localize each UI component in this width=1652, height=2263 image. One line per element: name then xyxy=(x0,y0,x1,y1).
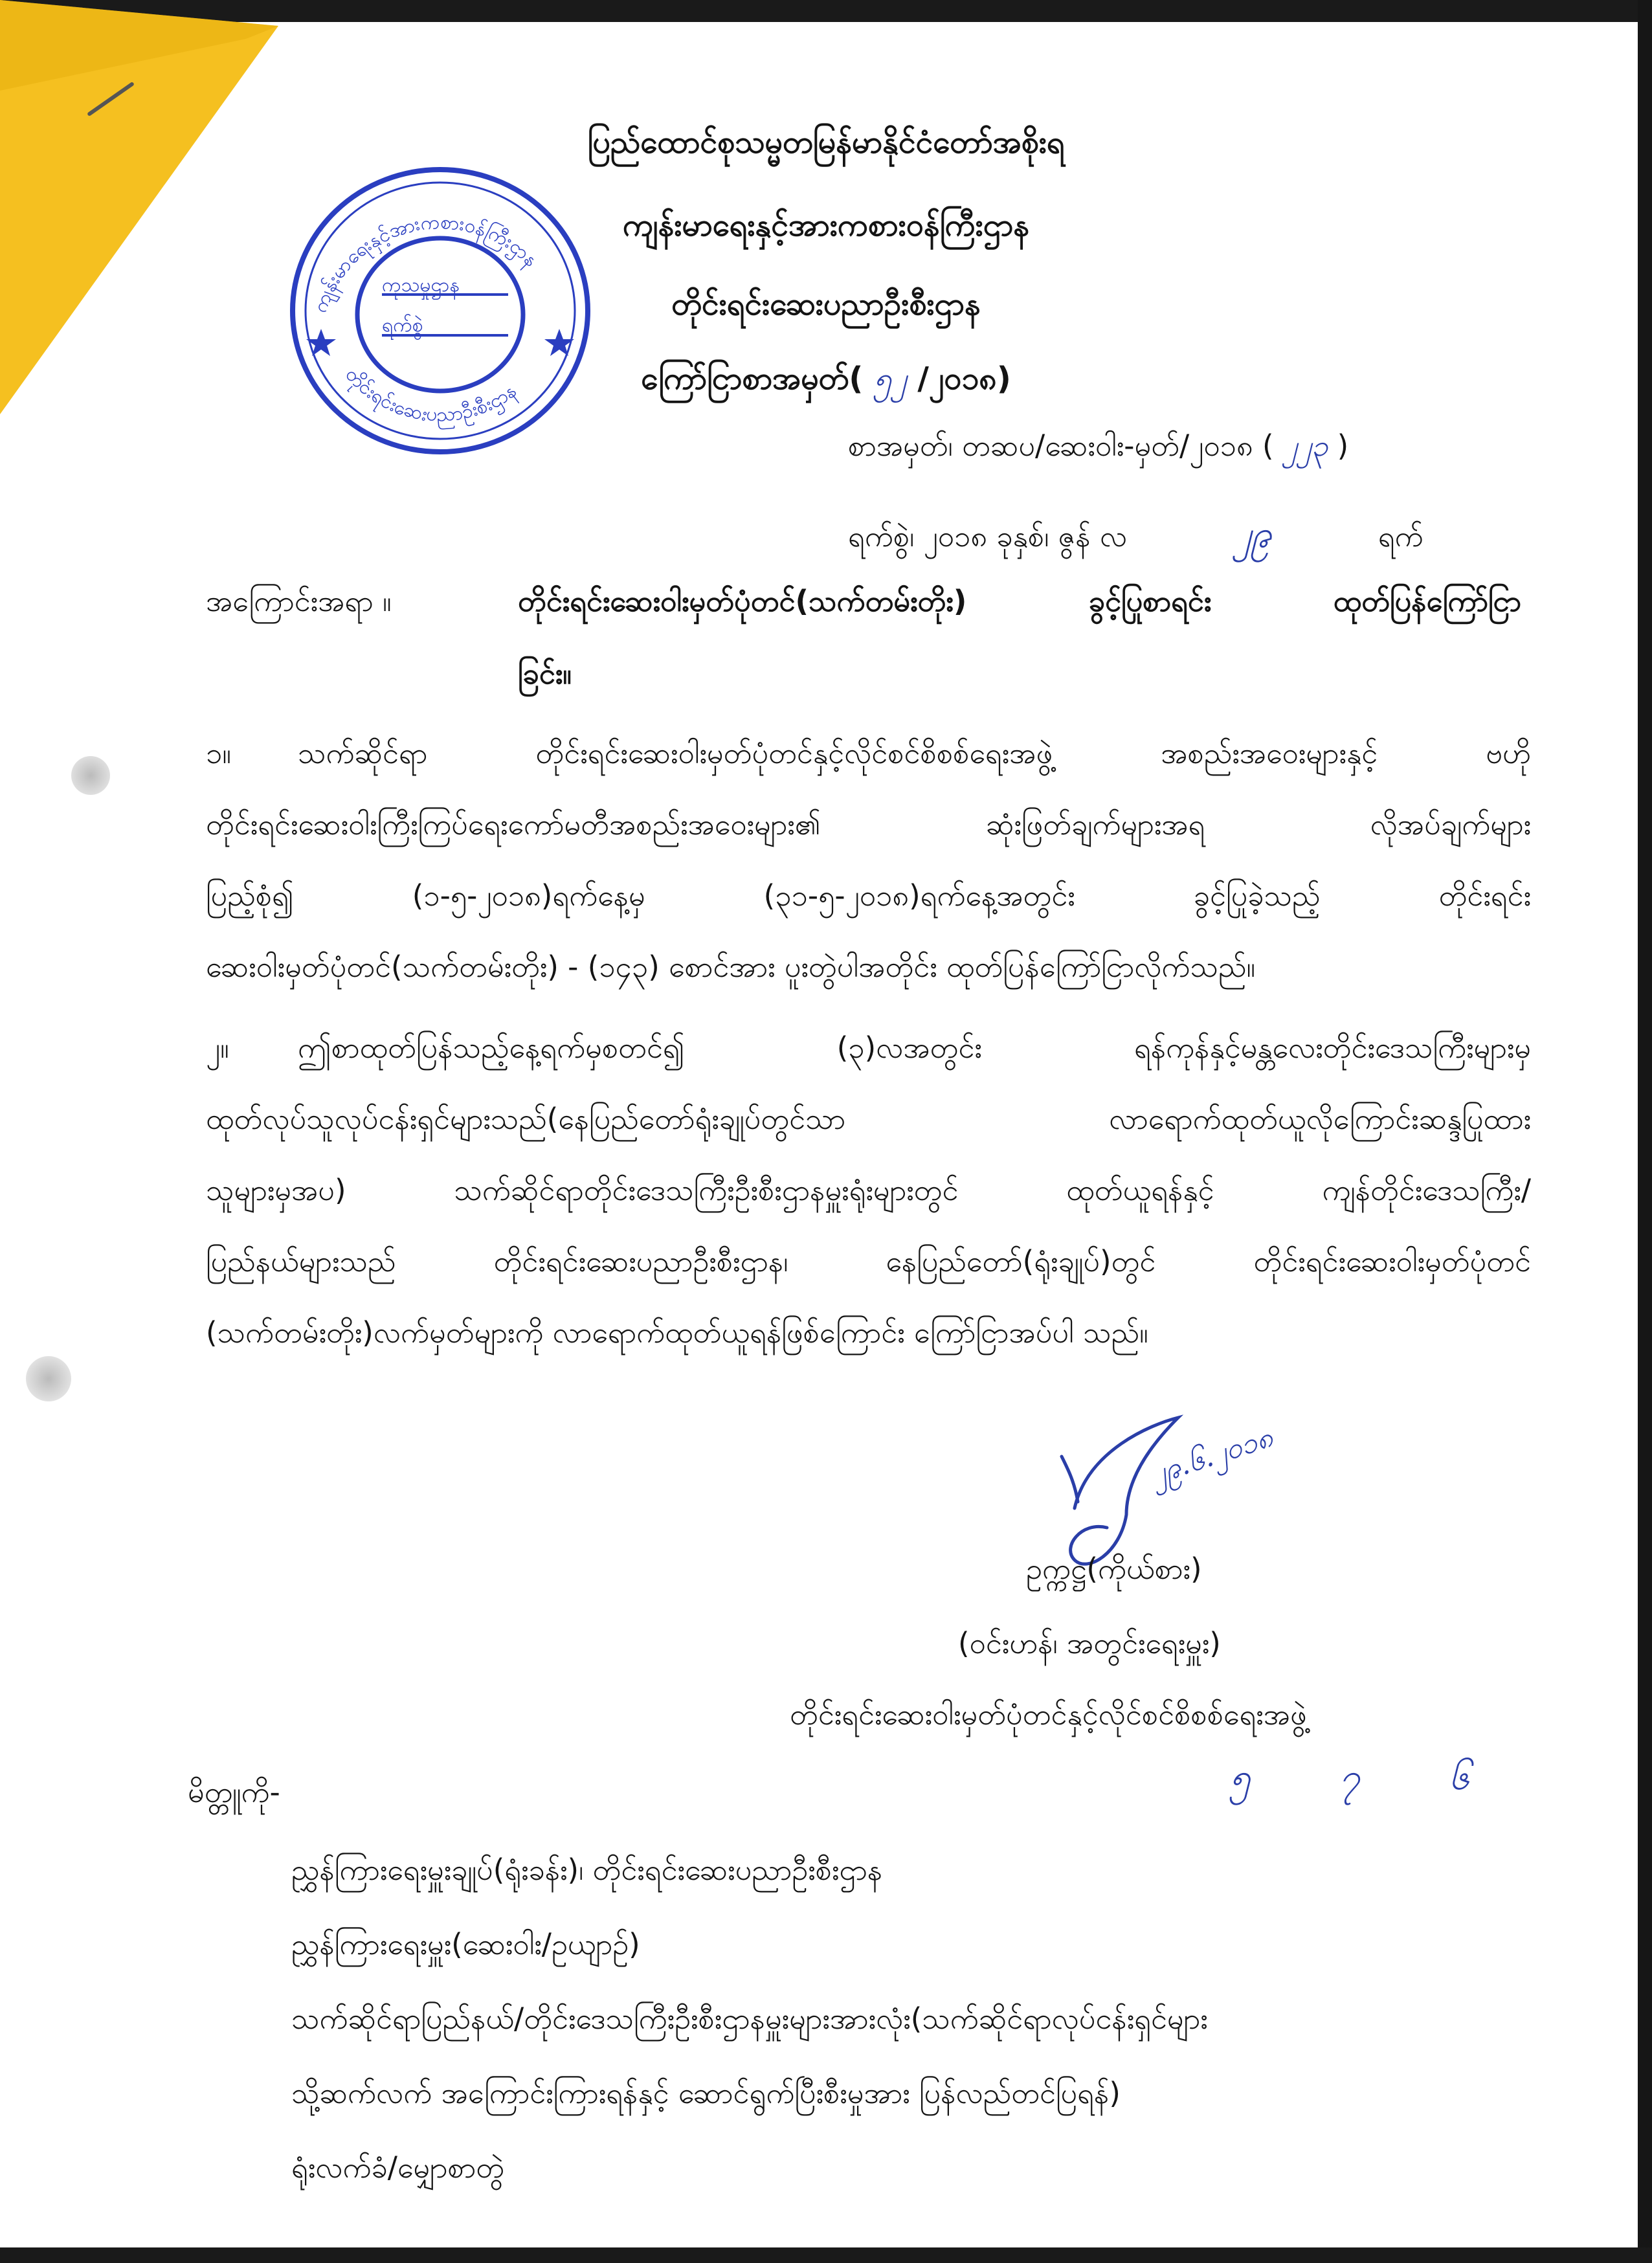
date-suffix: ရက် xyxy=(1378,519,1423,553)
subject-line-1: တိုင်းရင်းဆေးဝါးမှတ်ပုံတင်(သက်တမ်းတိုး) ခွင့်ပြုစာရင်း ထုတ်ပြန်ကြော်ငြာ xyxy=(518,584,1521,618)
paragraph-2-line: ဤစာထုတ်ပြန်သည့်နေ့ရက်မှစတင်၍ (၃)လအတွင်း ရန်ကုန်နှင့်မန္တလေးတိုင်းဒေသကြီးများမှ xyxy=(298,1031,1531,1065)
paragraph-1-line: သက်ဆိုင်ရာ တိုင်းရင်းဆေးဝါးမှတ်ပုံတင်နှင့်လိုင်စင်စိစစ်ရေးအဖွဲ့ အစည်းအဝေးများနှင့် ဗဟို xyxy=(298,736,1531,770)
seal-outer-text: ကျန်းမာရေးနှင့်အားကစားဝန်ကြီးဌာန xyxy=(308,210,542,316)
ministry-title: ကျန်းမာရေးနှင့်အားကစားဝန်ကြီးဌာန xyxy=(622,207,1030,243)
cc-item-continued: သို့ဆက်လက် အကြောင်းကြားရန်နှင့် ဆောင်ရွက်ပြီးစီးမှုအား ပြန်လည်တင်ပြရန်) xyxy=(291,2076,1121,2110)
handwritten-initials: ၅ ၇ ၆ xyxy=(1230,1756,1509,1798)
letter-number xyxy=(848,427,1348,470)
paragraph-2-line: (သက်တမ်းတိုး)လက်မှတ်များကို လာရောက်ထုတ်ယူရန်ဖြစ်ကြောင်း ကြော်ငြာအပ်ပါ သည်။ xyxy=(206,1315,1148,1350)
scan-edge-right xyxy=(1638,0,1652,2263)
signatory-name: ဥက္ကဋ္ဌ(ကိုယ်စား) xyxy=(1026,1552,1202,1586)
letter-number-prefix: စာအမှတ်၊ တဆပ/ဆေးဝါး-မှတ်/၂၀၁၈ ( xyxy=(848,429,1274,463)
paragraph-2-line: သူများမှအပ) သက်ဆိုင်ရာတိုင်းဒေသကြီးဦးစီးဌာနမှူးရုံးများတွင် ထုတ်ယူရန်နှင့် ကျန်တိုင်းဒေသကြီး/ xyxy=(206,1173,1531,1207)
paragraph-2-line: ပြည်နယ်များသည် တိုင်းရင်းဆေးပညာဦးစီးဌာန၊ နေပြည်တော်(ရုံးချုပ်)တွင် တိုင်းရင်းဆေးဝါးမှတ်ပုံတင် xyxy=(206,1244,1531,1278)
announcement-number-handwritten: ၅၂ xyxy=(874,361,907,397)
committee-name: တိုင်းရင်းဆေးဝါးမှတ်ပုံတင်နှင့်လိုင်စင်စိစစ်ရေးအဖွဲ့ xyxy=(790,1697,1307,1732)
scan-edge-bottom xyxy=(0,2247,1652,2263)
punch-hole-mark xyxy=(71,756,110,795)
cc-label: မိတ္တူကို- xyxy=(188,1775,280,1809)
date-handwritten: ၂၉ xyxy=(1233,513,1272,555)
signatory-title: (ဝင်းဟန်၊ အတွင်းရေးမှူး) xyxy=(958,1626,1221,1660)
announcement-prefix: ကြော်ငြာစာအမှတ်( xyxy=(641,361,864,397)
paragraph-1-line: ဆေးဝါးမှတ်ပုံတင်(သက်တမ်းတိုး) - (၁၄၃) စောင်အား ပူးတွဲပါအတိုင်း ထုတ်ပြန်ကြော်ငြာလိုက်သည်။ xyxy=(206,950,1256,984)
cc-item: ညွှန်ကြားရေးမှူးချုပ်(ရုံးခန်း)၊ တိုင်းရင်းဆေးပညာဦးစီးဌာန xyxy=(291,1853,883,1887)
seal-bottom-text: တိုင်းရင်းဆေးပညာဦးစီးဌာန xyxy=(340,363,521,427)
letter-number-handwritten: ၂၂၃ xyxy=(1282,429,1328,463)
paragraph-1-number: ၁။ xyxy=(206,736,231,770)
punch-hole-mark xyxy=(26,1356,71,1401)
seal-line1: ကုသမှုဌာန xyxy=(382,274,460,296)
signature-date: ၂၉.၆.၂၀၁၈ xyxy=(1146,1420,1277,1491)
paragraph-1-line: ပြည့်စုံ၍ (၁-၅-၂၀၁၈)ရက်နေ့မှ (၃၁-၅-၂၀၁၈)ရက်နေ့အတွင်း ခွင့်ပြုခဲ့သည့် တိုင်းရင်း xyxy=(206,878,1531,913)
date-prefix: ရက်စွဲ၊ ၂၀၁၈ ခုနှစ်၊ ဇွန် လ xyxy=(848,519,1128,553)
paragraph-2-number: ၂။ xyxy=(206,1031,229,1065)
subject-label: အကြောင်းအရာ ။ xyxy=(206,584,392,618)
cc-item: ညွှန်ကြားရေးမှူး(ဆေးဝါး/ဥယျာဉ်) xyxy=(291,1927,640,1961)
seal-line2: ရက်စွဲ xyxy=(382,314,423,337)
paragraph-1-line: တိုင်းရင်းဆေးဝါးကြီးကြပ်ရေးကော်မတီအစည်းအဝေးများ၏ ဆုံးဖြတ်ချက်များအရ လိုအပ်ချက်များ xyxy=(206,807,1531,842)
paragraph-2-line: ထုတ်လုပ်သူလုပ်ငန်းရှင်များသည်(နေပြည်တော်ရုံးချုပ်တွင်သာ လာရောက်ထုတ်ယူလိုကြောင်းဆန္ဒပြုထား xyxy=(206,1102,1531,1136)
cc-item: သက်ဆိုင်ရာပြည်နယ်/တိုင်းဒေသကြီးဦးစီးဌာနမှူးများအားလုံး(သက်ဆိုင်ရာလုပ်ငန်းရှင်များ xyxy=(291,2001,1208,2036)
announcement-number xyxy=(0,359,1652,405)
subject-line-2: ခြင်း။ xyxy=(518,656,572,691)
letter-date xyxy=(848,511,1495,564)
cc-item: ရုံးလက်ခံ/မျှောစာတွဲ xyxy=(291,2150,505,2185)
letter-number-suffix: ) xyxy=(1337,429,1349,463)
department-title: တိုင်းရင်းဆေးပညာဦးစီးဌာန xyxy=(671,286,981,322)
government-title: ပြည်ထောင်စုသမ္မတမြန်မာနိုင်ငံတော်အစိုးရ xyxy=(587,124,1065,161)
announcement-suffix: /၂၀၁၈) xyxy=(917,361,1011,397)
